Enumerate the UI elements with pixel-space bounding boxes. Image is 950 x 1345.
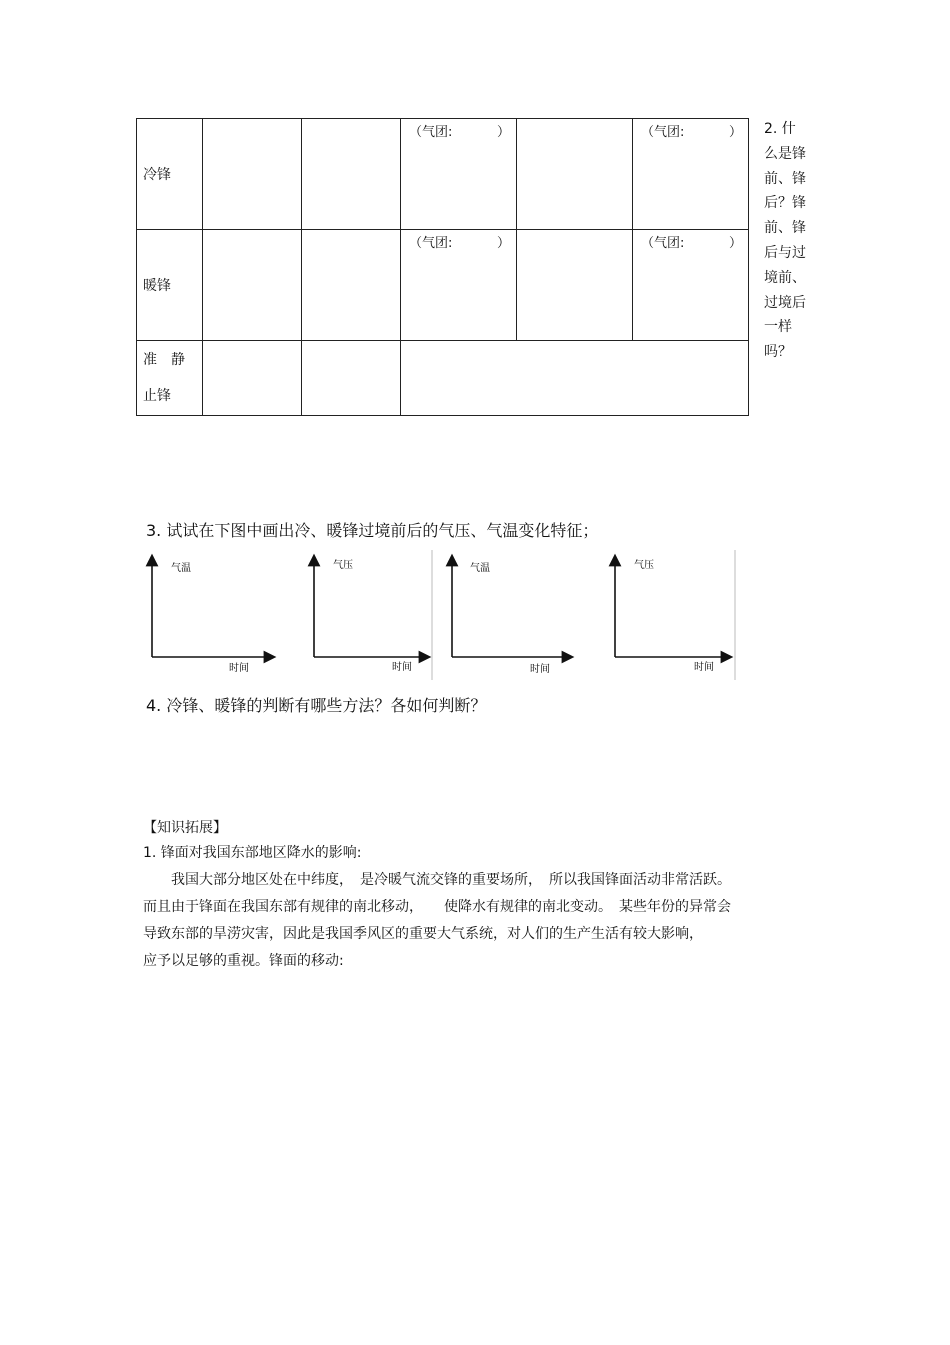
table-cell-airmass xyxy=(633,119,749,230)
table-cell xyxy=(517,119,633,230)
graph-1 xyxy=(152,560,270,674)
y-axis-label: 气温 xyxy=(470,563,490,574)
knowledge-extension xyxy=(143,816,803,974)
airmass-close: ） xyxy=(728,236,742,251)
airmass-close: ） xyxy=(496,125,510,140)
table-cell-airmass xyxy=(401,119,517,230)
x-axis-label: 时间 xyxy=(229,663,249,674)
row-label-cold-front: 冷锋 xyxy=(137,119,203,230)
row-label-line: 准 静 xyxy=(143,352,185,368)
table-cell xyxy=(203,341,302,416)
table-cell xyxy=(302,341,401,416)
y-axis-label: 气温 xyxy=(171,563,191,574)
table-row-warm-front xyxy=(137,230,749,341)
graph-4 xyxy=(615,559,727,673)
table-cell xyxy=(203,119,302,230)
graph-2 xyxy=(314,559,425,673)
airmass-close: ） xyxy=(728,125,742,140)
airmass-label: （气团: xyxy=(641,125,685,140)
question-3: 3. 试试在下图中画出冷、暖锋过境前后的气压、气温变化特征； xyxy=(146,521,599,540)
section-heading: 【知识拓展】 xyxy=(143,820,227,836)
row-label-stationary-front xyxy=(137,341,203,416)
question-4: 4. 冷锋、暖锋的判断有哪些方法？各如何判断？ xyxy=(146,696,487,715)
paragraph-line: 应予以足够的重视。锋面的移动: xyxy=(143,953,344,969)
airmass-label: （气团: xyxy=(641,236,685,251)
table-cell xyxy=(517,230,633,341)
table-cell-airmass xyxy=(401,230,517,341)
table-cell xyxy=(302,230,401,341)
x-axis-label: 时间 xyxy=(530,664,550,675)
graph-strip xyxy=(143,550,738,682)
airmass-label: （气团: xyxy=(409,236,453,251)
front-comparison-table xyxy=(136,118,749,416)
paragraph-line: 导致东部的旱涝灾害，因此是我国季风区的重要大气系统，对人们的生产生活有较大影响， xyxy=(143,926,703,942)
paragraph-line: 而且由于锋面在我国东部有规律的南北移动， 使降水有规律的南北变动。 某些年份的异常会 xyxy=(143,899,731,915)
airmass-close: ） xyxy=(496,236,510,251)
table-cell-airmass xyxy=(633,230,749,341)
x-axis-label: 时间 xyxy=(694,662,714,673)
side-question-2: 2. 什么是锋前、锋后？锋前、锋后与过境前、过境后一样吗？ xyxy=(764,121,806,361)
table-cell xyxy=(302,119,401,230)
x-axis-label: 时间 xyxy=(392,662,412,673)
y-axis-label: 气压 xyxy=(634,560,654,571)
row-label-warm-front: 暖锋 xyxy=(137,230,203,341)
table-row-stationary-front xyxy=(137,341,749,416)
airmass-label: （气团: xyxy=(409,125,453,140)
table-row-cold-front xyxy=(137,119,749,230)
table-cell-merged xyxy=(401,341,749,416)
graph-3 xyxy=(452,560,568,675)
graph-axes-svg xyxy=(143,550,738,682)
paragraph-line: 我国大部分地区处在中纬度， 是冷暖气流交锋的重要场所， 所以我国锋面活动非常活跃。 xyxy=(143,872,731,888)
row-label-line: 止锋 xyxy=(143,388,171,404)
item-title: 1. 锋面对我国东部地区降水的影响: xyxy=(143,845,362,861)
y-axis-label: 气压 xyxy=(333,560,353,571)
table-cell xyxy=(203,230,302,341)
